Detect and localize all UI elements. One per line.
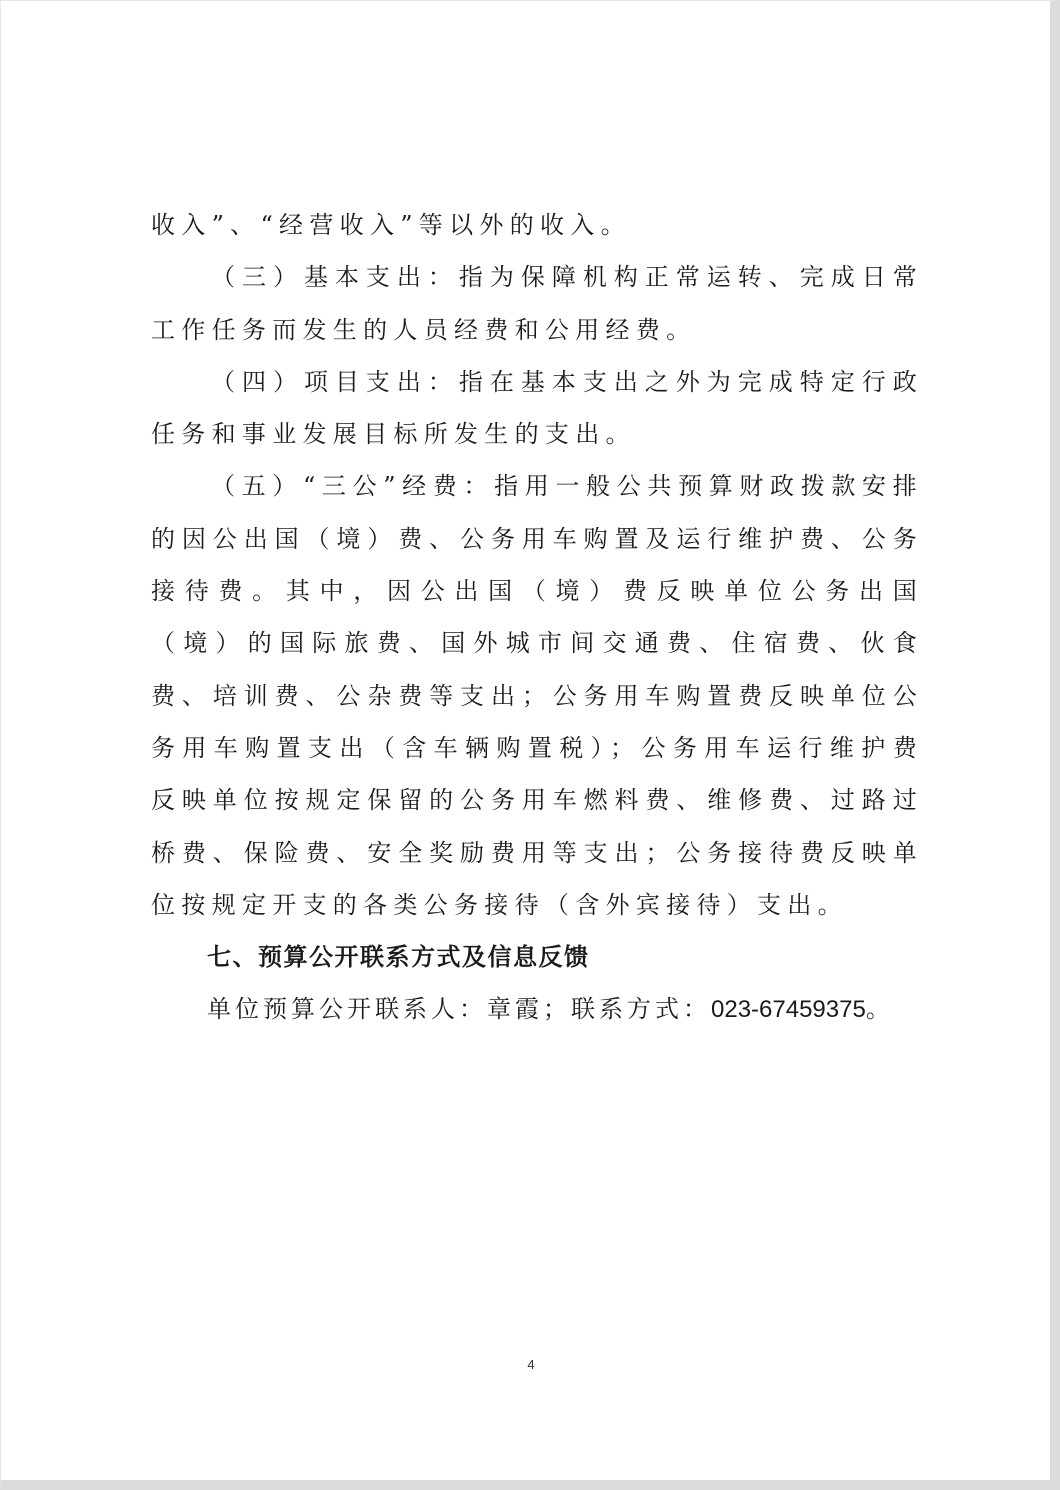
- contact-phone: 023-67459375: [711, 996, 866, 1024]
- paragraph-continuation: 收入”、“经营收入”等以外的收入。: [151, 211, 631, 239]
- contact-line: [151, 983, 923, 1036]
- document-body: [151, 199, 923, 1037]
- page-number: 4: [527, 1357, 535, 1372]
- contact-end: 。: [865, 995, 894, 1024]
- paragraph-basic-expenditure: （三）基本支出：指为保障机构正常运转、完成日常工作任务而发生的人员经费和公用经费。: [151, 263, 923, 344]
- paragraph-three-public-expenses: （五）“三公”经费：指用一般公共预算财政拨款安排的因公出国（境）费、公务用车购置及运行维护费、公务接待费。其中，因公出国（境）费反映单位公务出国（境）的国际旅费、国外城市间交通费、住宿费、伙食费、培训费、公杂费等支出；公务用车购置费反映单位公务用车购置支出（含车辆购置税）；公务用车运行维护费反映单位按规定保留的公务用车燃料费、维修费、过路过桥费、保险费、安全奖励费用等支出；公务接待费反映单位按规定开支的各类公务接待（含外宾接待）支出。: [151, 472, 923, 919]
- paragraph-project-expenditure: （四）项目支出：指在基本支出之外为完成特定行政任务和事业发展目标所发生的支出。: [151, 367, 923, 449]
- section-heading: 七、预算公开联系方式及信息反馈: [207, 943, 590, 972]
- contact-label: 单位预算公开联系人：章霞；联系方式：: [207, 995, 711, 1024]
